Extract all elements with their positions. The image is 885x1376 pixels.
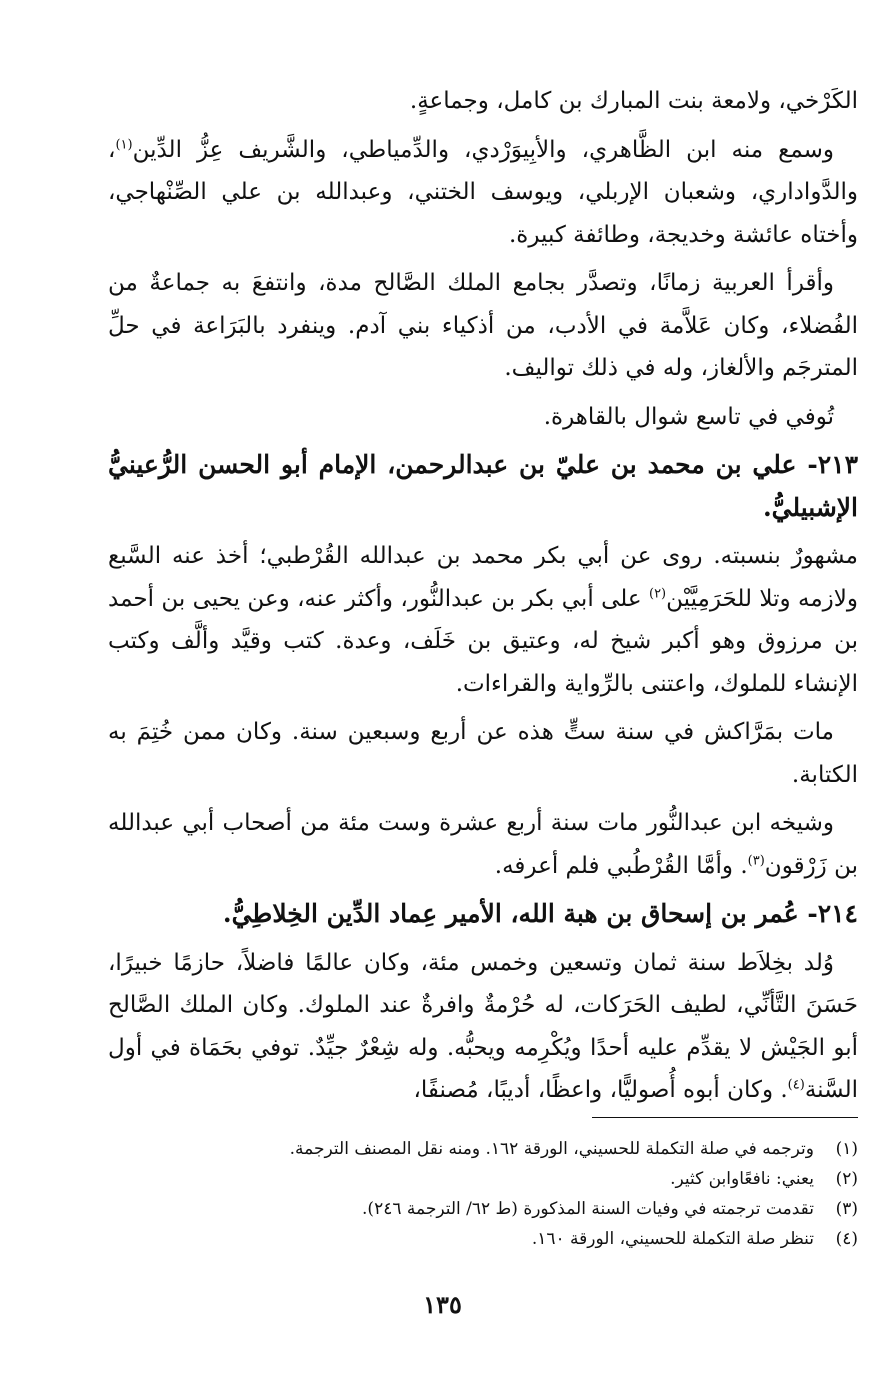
entry-title-213: ٢١٣- علي بن محمد بن عليّ بن عبدالرحمن، الإمام أبو الحسن الرُّعينيُّ الإشبيليُّ. bbox=[108, 450, 859, 522]
page-body bbox=[108, 80, 858, 1118]
footnote-number: (٢) bbox=[835, 1169, 858, 1189]
page-number: ١٣٥ bbox=[423, 1290, 462, 1319]
paragraph-2 bbox=[108, 129, 858, 257]
paragraph-3: وأقرأ العربية زمانًا، وتصدَّر بجامع الملك الصَّالح مدة، وانتفعَ به جماعةٌ من الفُضلاء، وكان عَلاَّمة في الأدب، من أذكياء بني آدم. وينفرد بالبَرَاعة في حلِّ المترجَم والألغاز، وله في ذلك تواليف. bbox=[108, 270, 858, 381]
paragraph-8-part-b: . وكان أبوه أُصوليًّا، واعظًا، أديبًا، مُصنفًا، bbox=[413, 1077, 788, 1103]
footnote-3 bbox=[108, 1194, 858, 1224]
footnote-1 bbox=[108, 1134, 858, 1164]
paragraph-7-part-a: وشيخه ابن عبدالنُّور مات سنة أربع عشرة وست مئة من أصحاب أبي عبدالله بن زَرْقون bbox=[108, 810, 858, 879]
footnote-4 bbox=[108, 1224, 858, 1254]
footnotes bbox=[108, 1134, 858, 1254]
footnote-text: تقدمت ترجمته في وفيات السنة المذكورة (ط ٦٢/ الترجمة ٢٤٦). bbox=[362, 1199, 814, 1219]
footnote-text: تنظر صلة التكملة للحسيني، الورقة ١٦٠. bbox=[531, 1229, 814, 1249]
footnote-text: يعني: نافعًاوابن كثير. bbox=[670, 1169, 814, 1189]
footnote-2 bbox=[108, 1164, 858, 1194]
footnote-text: وترجمه في صلة التكملة للحسيني، الورقة ١٦٢. ومنه نقل المصنف الترجمة. bbox=[289, 1139, 814, 1159]
paragraph-5-part-b: على أبي بكر بن عبدالنُّور، وأكثر عنه، وعن يحيى بن أحمد بن مرزوق وهو أكبر شيخ له، وعتيق بن خَلَف، وعدة. كتب وقيَّد وألَّف وكتب الإنشاء للملوك، واعتنى بالرِّواية والقراءات. bbox=[108, 585, 858, 697]
paragraph-6: مات بمَرَّاكش في سنة ستٍّ هذه عن أربع وسبعين سنة. وكان ممن خُتِمَ به الكتابة. bbox=[108, 719, 858, 788]
paragraph-2-part-b: ، والدَّواداري، وشعبان الإربلي، ويوسف الختني، وعبدالله بن علي الصِّنْهاجي، وأختاه عائشة وخديجة، وطائفة كبيرة. bbox=[108, 136, 858, 248]
footnote-number: (٣) bbox=[835, 1199, 858, 1219]
footnote-divider bbox=[592, 1117, 858, 1118]
footnote-ref-1[interactable]: (١) bbox=[115, 136, 133, 152]
footnote-number: (١) bbox=[835, 1139, 858, 1159]
footnote-ref-2[interactable]: (٢) bbox=[648, 585, 667, 601]
paragraph-5-part-a: مشهورٌ بنسبته. روى عن أبي بكر محمد بن عبدالله القُرْطبي؛ أخذ عنه السَّبع ولازمه وتلا للحَرَمِيَّيْن bbox=[108, 543, 858, 612]
paragraph-2-part-a: وسمع منه ابن الظَّاهري، والأبِيوَرْدي، والدِّمياطي، والشَّريف عِزُّ الدِّين bbox=[132, 136, 834, 163]
paragraph-1: الكَرْخي، ولامعة بنت المبارك بن كامل، وجماعةٍ. bbox=[409, 88, 858, 114]
paragraph-8 bbox=[108, 942, 858, 1112]
paragraph-8-part-a: وُلد بخِلاَط سنة ثمان وتسعين وخمس مئة، وكان عالمًا فاضلاً، حازمًا خبيرًا، حَسَنَ التَّأنِّي، لطيف الحَرَكات، له حُرْمةٌ وافرةٌ عند الملوك. وكان الملك الصَّالح أبو الجَيْش لا يقدِّم عليه أحدًا ويُكْرِمه ويحبُّه. وله شِعْرٌ جيِّدٌ. توفي بحَمَاة في أول السَّنة bbox=[108, 949, 858, 1103]
paragraph-4: تُوفي في تاسع شوال بالقاهرة. bbox=[543, 403, 834, 430]
paragraph-7-part-b: . وأمَّا القُرْطُبي فلم أعرفه. bbox=[494, 852, 748, 879]
footnote-number: (٤) bbox=[835, 1229, 858, 1249]
footnote-ref-3[interactable]: (٣) bbox=[747, 852, 765, 868]
entry-title-214: ٢١٤- عُمر بن إسحاق بن هبة الله، الأمير عِماد الدِّين الخِلاطِيُّ. bbox=[222, 899, 858, 928]
paragraph-5 bbox=[108, 535, 858, 705]
footnote-ref-4[interactable]: (٤) bbox=[787, 1077, 805, 1093]
paragraph-7 bbox=[108, 802, 858, 887]
